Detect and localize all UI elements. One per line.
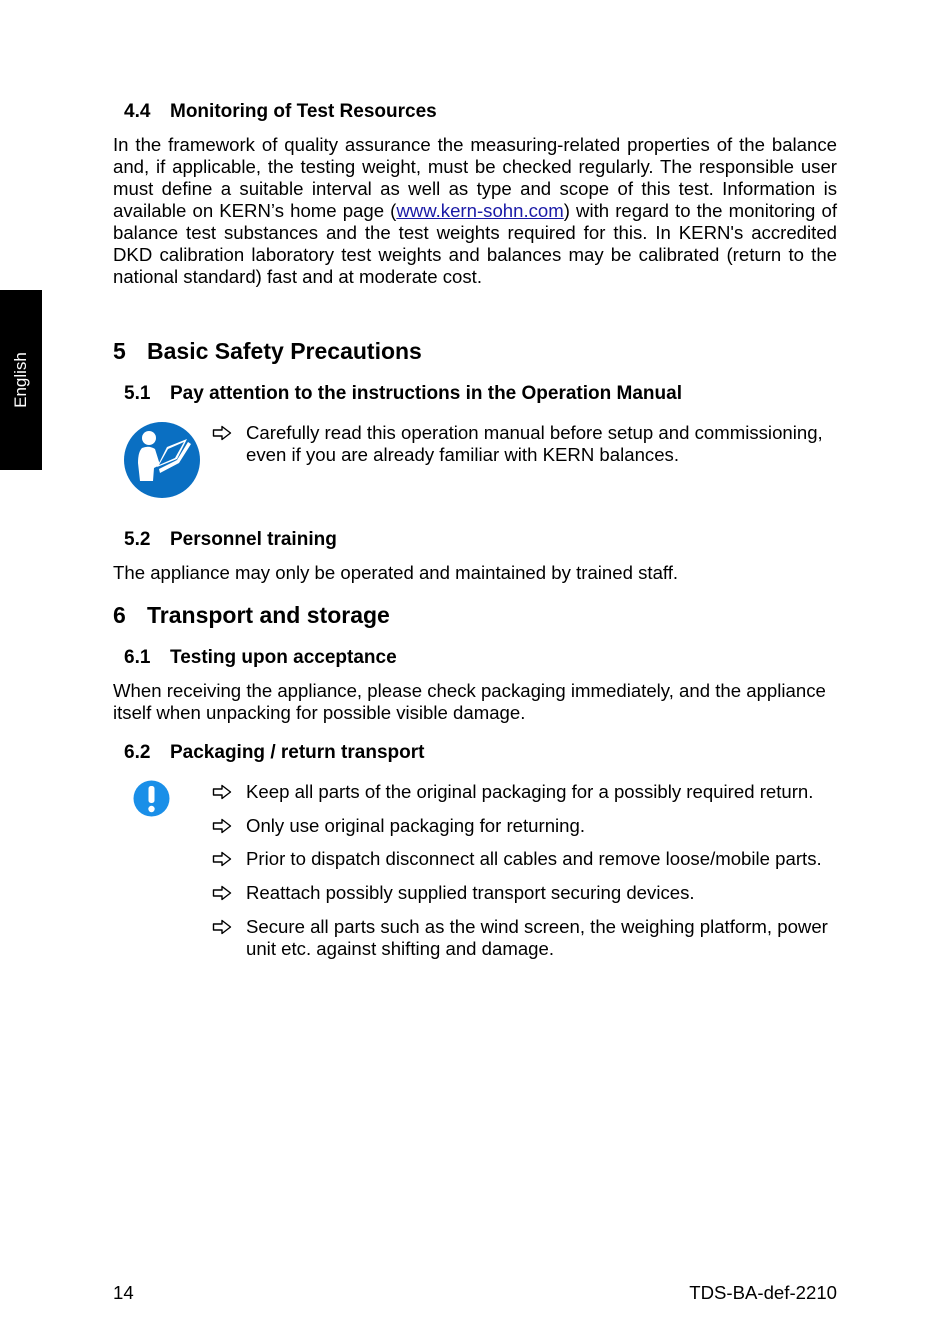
language-tab: [0, 290, 42, 470]
heading-4-4: 4.4 Monitoring of Test Resources: [124, 101, 437, 122]
arrow-bullet-icon: [212, 425, 232, 441]
document-id: TDS-BA-def-2210: [689, 1282, 837, 1303]
bullet-6-2-2: Only use original packaging for returning.: [246, 815, 856, 837]
arrow-bullet-icon: [212, 818, 232, 834]
heading-6: 6 Transport and storage: [113, 602, 390, 628]
heading-5: 5 Basic Safety Precautions: [113, 338, 422, 364]
bullet-6-2-1: Keep all parts of the original packaging for a possibly required return.: [246, 781, 856, 803]
heading-5-1: 5.1 Pay attention to the instructions in the Operation Manual: [124, 383, 682, 404]
page-number: 14: [113, 1282, 134, 1303]
heading-5-2: 5.2 Personnel training: [124, 529, 337, 550]
bullet-5-1: Carefully read this operation manual before setup and commissioning, even if you are already familiar with KERN balances.: [246, 422, 856, 466]
arrow-bullet-icon: [212, 851, 232, 867]
bullet-6-2-5: Secure all parts such as the wind screen, the weighing platform, power unit etc. against shifting and damage.: [246, 916, 856, 960]
exclamation-icon: [133, 780, 170, 817]
kern-homepage-link[interactable]: www.kern-sohn.com: [396, 200, 564, 221]
read-manual-icon: [123, 421, 201, 499]
bullet-6-2-4: Reattach possibly supplied transport securing devices.: [246, 882, 856, 904]
paragraph-4-4: In the framework of quality assurance the measuring-related properties of the balance and, if applicable, the testing weight, must be checked regularly. The responsible user must define a suitable interval as well as type and scope of this test. Information is available on KERN’s home page (www.kern-sohn.com) with regard to the monitoring of balance test substances and the test weights required for this. In KERN's accredited DKD calibration laboratory test weights and balances may be calibrated (return to the national standard) fast and at moderate cost.: [113, 134, 837, 287]
heading-6-2: 6.2 Packaging / return transport: [124, 742, 425, 763]
arrow-bullet-icon: [212, 885, 232, 901]
arrow-bullet-icon: [212, 784, 232, 800]
bullet-6-2-3: Prior to dispatch disconnect all cables and remove loose/mobile parts.: [246, 848, 856, 870]
paragraph-6-1: When receiving the appliance, please check packaging immediately, and the appliance itself when unpacking for possible visible damage.: [113, 680, 826, 723]
language-tab-label: English: [11, 352, 30, 408]
paragraph-5-2: The appliance may only be operated and maintained by trained staff.: [113, 562, 679, 583]
heading-6-1: 6.1 Testing upon acceptance: [124, 647, 397, 668]
arrow-bullet-icon: [212, 919, 232, 935]
